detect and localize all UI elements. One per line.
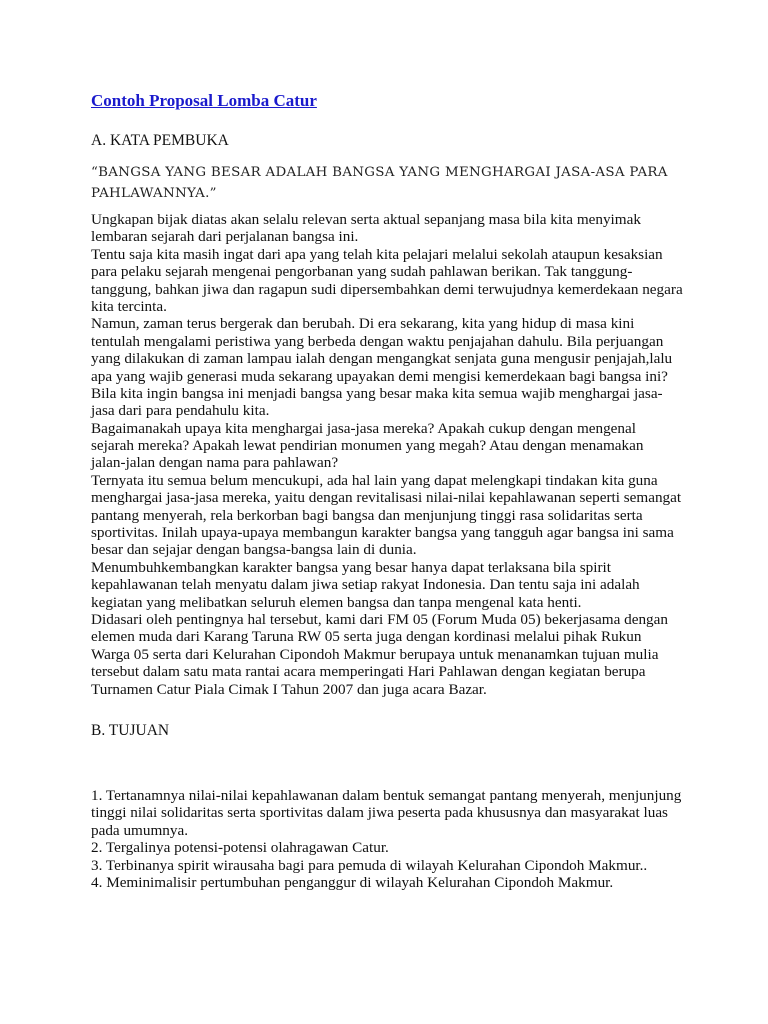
quote-line: PAHLAWANNYA.”	[91, 186, 217, 201]
goal-list-line: 3. Terbinanya spirit wirausaha bagi para pemuda di wilayah Kelurahan Cipondoh Makmur..	[91, 856, 648, 874]
body-line: Tentu saja kita masih ingat dari apa yang telah kita pelajari melalui sekolah ataupun kesaksian	[91, 245, 663, 263]
body-line: menghargai jasa-jasa mereka, yaitu dengan revitalisasi nilai-nilai kepahlawanan seperti semangat	[91, 489, 682, 507]
body-text	[91, 211, 683, 698]
goal-list-line: 1. Tertanamnya nilai-nilai kepahlawanan dalam bentuk semangat pantang menyerah, menjunjung	[91, 787, 682, 804]
body-line: yang dilakukan di zaman lampau ialah dengan mengangkat senjata guna mengusir penjajah,lalu	[91, 350, 673, 368]
body-line: Warga 05 serta dari Kelurahan Cipondoh Makmur berupaya untuk menanamkan tujuan mulia	[91, 645, 659, 663]
goal-list-line: tinggi nilai solidaritas serta sportivitas dalam jiwa peserta pada khususnya dan masyarakat luas	[91, 804, 668, 822]
body-line: Ungkapan bijak diatas akan selalu relevan serta aktual sepanjang masa bila kita menyimak	[91, 211, 641, 228]
body-line: pantang menyerah, rela berkorban bagi bangsa dan menjunjung tinggi rasa solidaritas serta	[91, 506, 643, 524]
body-line: sejarah mereka? Apakah lewat pendirian monumen yang megah? Atau dengan menamakan	[91, 437, 644, 455]
body-line: kita tercinta.	[91, 297, 167, 315]
body-line: Bagaimanakah upaya kita menghargai jasa-jasa mereka? Apakah cukup dengan mengenal	[91, 419, 636, 437]
section-heading-tujuan: B. TUJUAN	[91, 722, 170, 739]
body-line: tentulah mengalami peristiwa yang berbeda dengan waktu penjajahan dahulu. Bila perjuangan	[91, 332, 664, 350]
body-line: tanggung, bahkan jiwa dan ragapun sudi dipersembahkan demi terwujudnya kemerdekaan negara	[91, 280, 683, 298]
goal-list-line: 2. Tergalinya potensi-potensi olahragawan Catur.	[91, 839, 389, 857]
body-line: Menumbuhkembangkan karakter bangsa yang besar hanya dapat terlaksana bila spirit	[91, 558, 611, 576]
body-line: Namun, zaman terus bergerak dan berubah. Di era sekarang, kita yang hidup di masa kini	[91, 315, 635, 333]
body-line: para pelaku sejarah mengenai pengorbanan yang sudah pahlawan berikan. Tak tanggung-	[91, 263, 633, 281]
goal-list-line: 4. Meminimalisir pertumbuhan penganggur di wilayah Kelurahan Cipondoh Makmur.	[91, 873, 614, 891]
body-line: apa yang wajib generasi muda sekarang upayakan demi mengisi kemerdekaan bagi bangsa ini?	[91, 367, 668, 385]
body-line: besar dan sejajar dengan bangsa-bangsa lain di dunia.	[91, 541, 417, 559]
body-line: Ternyata itu semua belum mencukupi, ada hal lain yang dapat melengkapi tindakan kita guna	[91, 471, 658, 489]
goal-list-line: pada umumnya.	[91, 821, 189, 839]
body-line: Turnamen Catur Piala Cimak I Tahun 2007 dan juga acara Bazar.	[91, 680, 487, 698]
body-line: kepahlawanan telah menyatu dalam jiwa setiap rakyat Indonesia. Dan tentu saja ini adalah	[91, 576, 640, 594]
body-line: Bila kita ingin bangsa ini menjadi bangsa yang besar maka kita semua wajib menghargai jasa-	[91, 384, 663, 402]
section-heading-kata-pembuka: A. KATA PEMBUKA	[91, 132, 229, 149]
body-line: lembaran sejarah dari perjalanan bangsa ini.	[91, 228, 359, 246]
body-line: sportivitas. Inilah upaya-upaya membangun karakter bangsa yang tangguh agar bangsa ini sama	[91, 524, 674, 542]
quote	[91, 162, 668, 204]
body-line: kegiatan yang melibatkan seluruh elemen bangsa dan tanpa mengenal kata henti.	[91, 593, 582, 611]
quote-line: “BANGSA YANG BESAR ADALAH BANGSA YANG MENGHARGAI JASA-ASA PARA	[91, 165, 668, 180]
body-line: elemen muda dari Karang Taruna RW 05 serta juga dengan kordinasi melalui pihak Rukun	[91, 628, 642, 646]
body-line: jalan-jalan dengan nama para pahlawan?	[91, 454, 339, 472]
body-line: Didasari oleh pentingnya hal tersebut, kami dari FM 05 (Forum Muda 05) bekerjasama dengan	[91, 610, 668, 628]
document-title-link[interactable]: Contoh Proposal Lomba Catur	[91, 91, 317, 110]
goals-list	[91, 787, 681, 891]
body-line: tersebut dalam satu mata rantai acara memperingati Hari Pahlawan dengan kegiatan berupa	[91, 663, 646, 681]
body-line: jasa dari para pendahulu kita.	[91, 402, 270, 420]
